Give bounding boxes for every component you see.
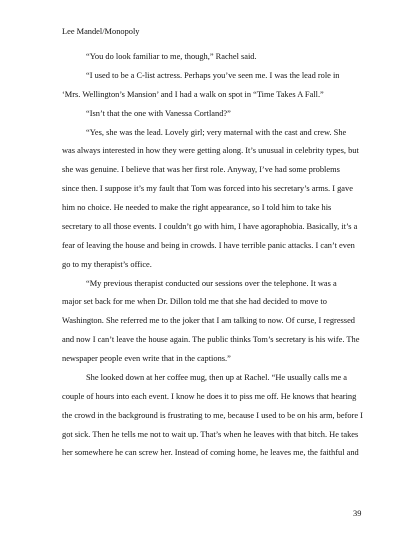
text-line: Washington. She referred me to the joker that I am talking to now. Of curse, I regressed <box>62 316 355 326</box>
text-line: fear of leaving the house and being in crowds. I have terrible panic attacks. I can’t even <box>62 240 355 250</box>
page-number: 39 <box>353 509 362 518</box>
text-line: “My previous therapist conducted our sessions over the telephone. It was a <box>86 278 337 288</box>
text-line: newspaper people even write that in the captions.” <box>62 354 231 363</box>
text-line: “Isn’t that the one with Vanessa Cortland?” <box>86 108 231 118</box>
body-text <box>62 48 362 463</box>
text-line: secretary to all those events. I couldn’t go with him, I have agoraphobia. Basically, it’s a <box>62 221 358 231</box>
text-line: “I used to be a C-list actress. Perhaps you’ve seen me. I was the lead role in <box>86 70 340 80</box>
text-line: ‘Mrs. Wellington’s Mansion’ and I had a walk on spot in “Time Takes A Fall.” <box>62 89 324 99</box>
running-header: Lee Mandel/Monopoly <box>62 27 140 36</box>
text-line: was always interested in how they were getting along. It’s unusual in celebrity types, but <box>62 146 359 156</box>
text-line: the crowd in the background is frustrating to me, because I used to be on his arm, before I <box>62 410 363 420</box>
text-line: got sick. Then he tells me not to wait up. That’s when he leaves with that bitch. He takes <box>62 429 359 439</box>
text-line: go to my therapist’s office. <box>62 259 152 269</box>
text-line: since then. I suppose it’s my fault that Tom was forced into his secretary’s arms. I gave <box>62 184 353 194</box>
text-line: and now I can’t leave the house again. The public thinks Tom’s secretary is his wife. The <box>62 335 360 345</box>
text-line: her somewhere he can screw her. Instead of coming home, he leaves me, the faithful and <box>62 448 359 458</box>
text-line: “You do look familiar to me, though,” Rachel said. <box>86 52 257 61</box>
text-line: “Yes, she was the lead. Lovely girl; very maternal with the cast and crew. She <box>86 127 347 137</box>
text-line: major set back for me when Dr. Dillon told me that she had decided to move to <box>62 297 327 307</box>
text-line: she was genuine. I believe that was her first role. Anyway, I’ve had some problems <box>62 165 340 175</box>
text-line: couple of hours into each event. I know he does it to piss me off. He knows that hearing <box>62 391 357 401</box>
text-line: She looked down at her coffee mug, then up at Rachel. “He usually calls me a <box>86 372 348 382</box>
text-line: him no choice. He needed to make the right appearance, so I told him to take his <box>62 203 332 212</box>
